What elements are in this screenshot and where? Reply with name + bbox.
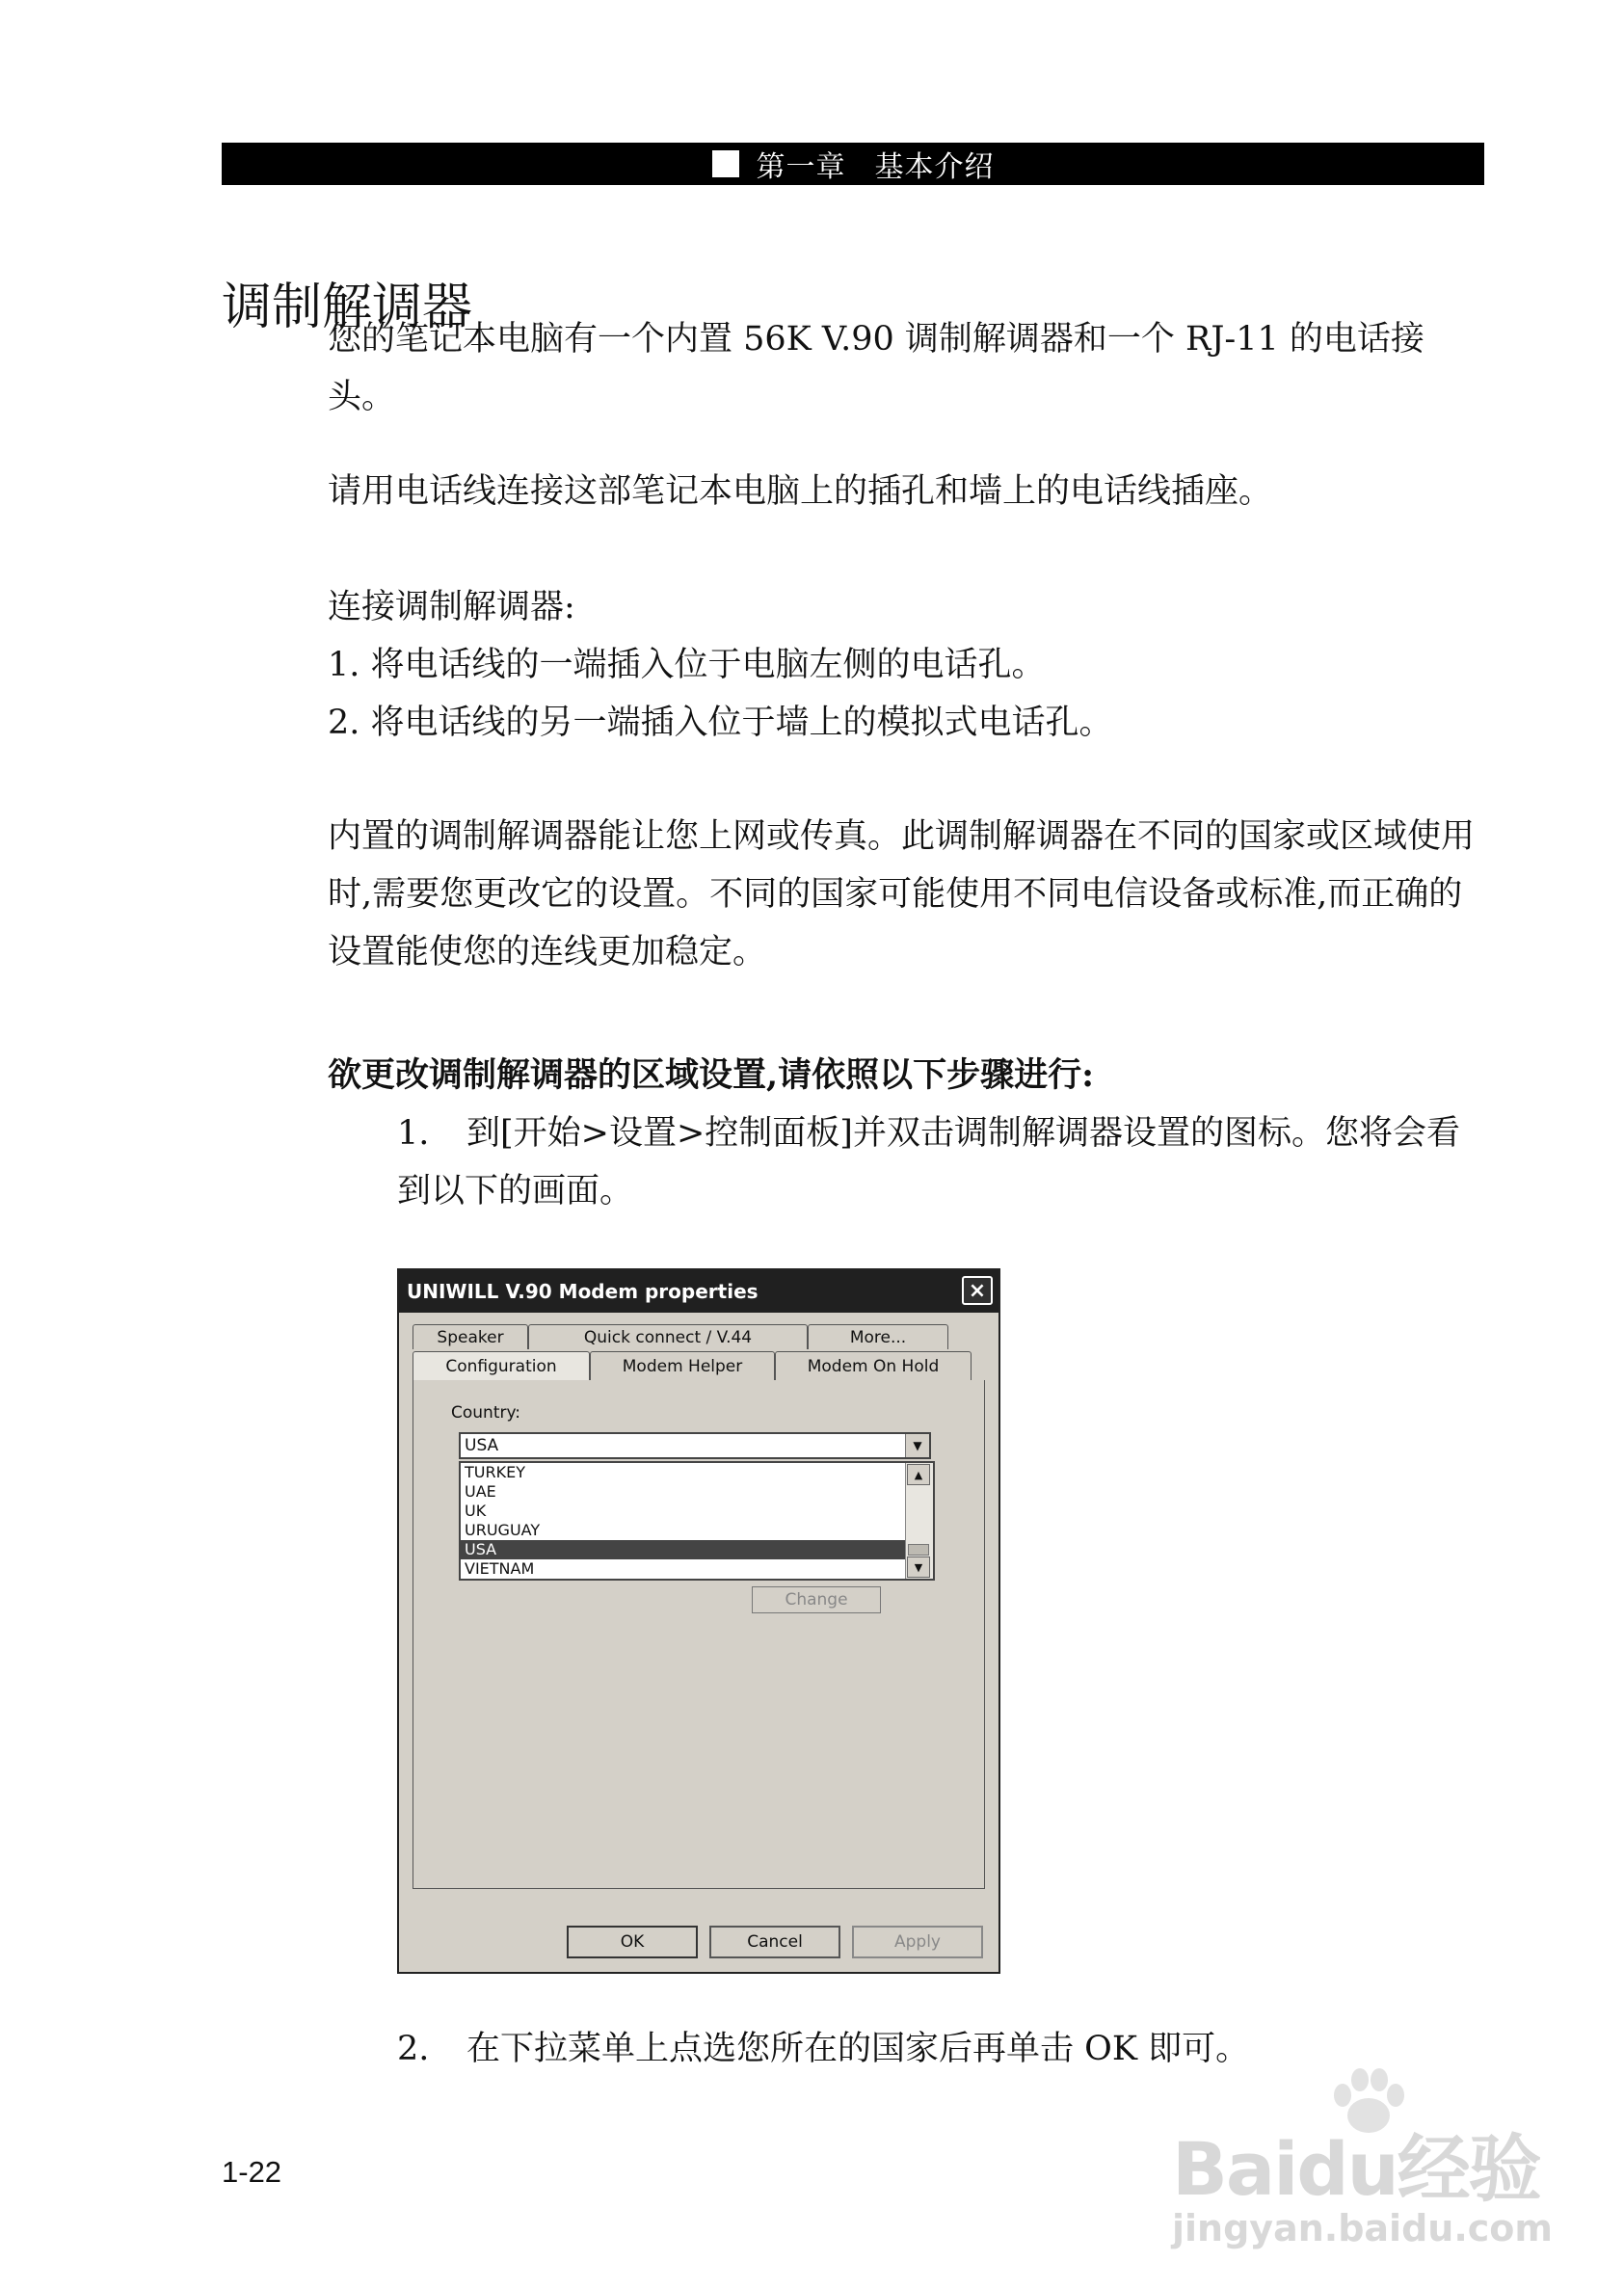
list-item-uae[interactable]: UAE bbox=[465, 1482, 496, 1501]
scroll-down-icon[interactable]: ▼ bbox=[907, 1556, 930, 1578]
list-item-uruguay[interactable]: URUGUAY bbox=[465, 1521, 541, 1539]
tab-modem-helper[interactable]: Modem Helper bbox=[590, 1351, 775, 1380]
country-select[interactable] bbox=[459, 1432, 931, 1459]
dialog-title: UNIWILL V.90 Modem properties bbox=[407, 1280, 759, 1303]
list-item-vietnam[interactable]: VIETNAM bbox=[465, 1559, 535, 1578]
modem-properties-dialog bbox=[397, 1268, 1000, 1974]
tab-speaker[interactable]: Speaker bbox=[413, 1324, 528, 1349]
tab-configuration[interactable]: Configuration bbox=[413, 1351, 590, 1380]
section-title: 调制解调器 bbox=[222, 279, 473, 336]
country-label: Country: bbox=[451, 1403, 521, 1423]
intro-paragraph: 您的笔记本电脑有一个内置 56K V.90 调制解调器和一个 RJ-11 的电话接头。 bbox=[328, 320, 1424, 416]
change-button[interactable]: Change bbox=[752, 1586, 881, 1613]
chapter-header bbox=[222, 143, 1484, 185]
baidu-watermark bbox=[1157, 2062, 1561, 2255]
step-1 bbox=[397, 1104, 1489, 1220]
step-1-text: 到[开始>设置>控制面板]并双击调制解调器设置的图标。您将会看到以下的画面。 bbox=[397, 1114, 1460, 1211]
watermark-url: jingyan.baidu.com bbox=[1172, 2207, 1553, 2249]
scroll-thumb[interactable] bbox=[908, 1544, 929, 1556]
page-number: 1-22 bbox=[222, 2155, 282, 2189]
ok-button[interactable]: OK bbox=[567, 1926, 698, 1958]
dialog-title-bar bbox=[399, 1270, 998, 1313]
chapter-title: 基本介绍 bbox=[874, 150, 995, 184]
chapter-number: 第一章 bbox=[756, 150, 846, 184]
apply-button[interactable]: Apply bbox=[852, 1926, 983, 1958]
tab-more[interactable]: More... bbox=[808, 1324, 948, 1349]
step-2-number: 2. bbox=[397, 2030, 430, 2068]
step-2-text: 在下拉菜单上点选您所在的国家后再单击 OK 即可。 bbox=[466, 2030, 1250, 2068]
cancel-button[interactable]: Cancel bbox=[709, 1926, 840, 1958]
tab-row-back bbox=[413, 1324, 948, 1349]
connect-step-2: 2. 将电话线的另一端插入位于墙上的模拟式电话孔。 bbox=[328, 704, 1113, 742]
chevron-down-icon[interactable]: ▼ bbox=[905, 1434, 929, 1457]
watermark-logo: Baidu经验 bbox=[1172, 2126, 1540, 2212]
list-scrollbar[interactable] bbox=[905, 1463, 933, 1579]
scroll-up-icon[interactable]: ▲ bbox=[907, 1464, 930, 1485]
country-select-value: USA bbox=[465, 1436, 499, 1455]
list-item-turkey[interactable]: TURKEY bbox=[465, 1463, 525, 1481]
square-icon bbox=[712, 150, 739, 177]
close-icon[interactable]: × bbox=[962, 1276, 993, 1305]
intro-paragraph-2: 请用电话线连接这部笔记本电脑上的插孔和墙上的电话线插座。 bbox=[328, 472, 1273, 511]
country-dropdown-list bbox=[459, 1461, 935, 1581]
tab-modem-on-hold[interactable]: Modem On Hold bbox=[775, 1351, 972, 1380]
tab-quick-connect[interactable]: Quick connect / V.44 bbox=[528, 1324, 808, 1349]
tab-row-front bbox=[413, 1351, 972, 1380]
list-item-usa[interactable]: USA bbox=[461, 1540, 906, 1559]
modem-description: 内置的调制解调器能让您上网或传真。此调制解调器在不同的国家或区域使用时,需要您更改它的设置。不同的国家可能使用不同电信设备或标准,而正确的设置能使您的连线更加稳定。 bbox=[328, 817, 1476, 971]
connect-heading: 连接调制解调器: bbox=[328, 588, 575, 626]
region-heading: 欲更改调制解调器的区域设置,请依照以下步骤进行: bbox=[328, 1055, 1095, 1095]
connect-step-1: 1. 将电话线的一端插入位于电脑左侧的电话孔。 bbox=[328, 646, 1046, 684]
step-1-number: 1. bbox=[397, 1114, 430, 1153]
list-item-uk[interactable]: UK bbox=[465, 1502, 487, 1520]
